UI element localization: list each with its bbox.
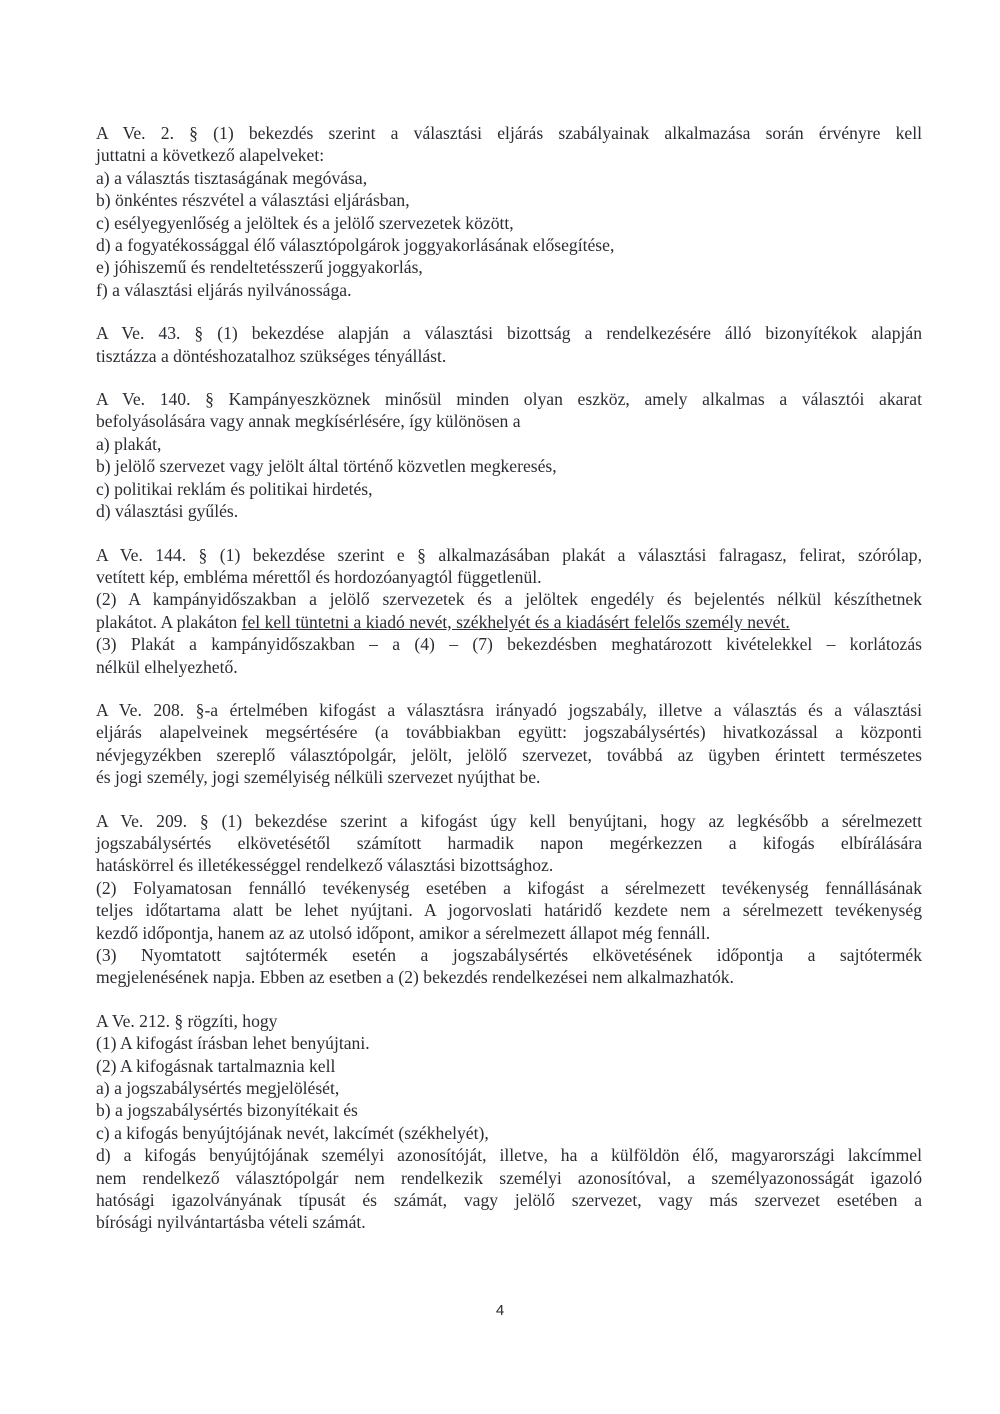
text-line: névjegyzékben szereplő választópolgár, jelölt, jelölő szervezet, továbbá az ügyben érintett természetes	[96, 744, 922, 765]
text-line: teljes időtartama alatt be lehet nyújtani. A jogorvoslati határidő kezdete nem a sérelmezett tevékenység	[96, 900, 922, 921]
list-item: d) a fogyatékossággal élő választópolgárok joggyakorlásának elősegítése,	[96, 235, 615, 256]
text-line: megjelenésének napja. Ebben az esetben a (2) bekezdés rendelkezései nem alkalmazhatók.	[96, 967, 734, 988]
section-ve-43	[96, 322, 922, 367]
list-item: c) a kifogás benyújtójának nevét, lakcímét (székhelyét),	[96, 1122, 489, 1143]
text-line: A Ve. 144. § (1) bekezdése szerint e § alkalmazásában plakát a választási falragasz, felirat, szórólap,	[96, 544, 922, 565]
list-item: f) a választási eljárás nyilvánossága.	[96, 279, 352, 300]
list-item: a) plakát,	[96, 433, 162, 454]
text-line: eljárás alapelveinek megsértésére (a továbbiakban együtt: jogszabálysértés) hivatkozással a központi	[96, 722, 922, 743]
text-line	[96, 611, 922, 633]
list-item: d) választási gyűlés.	[96, 501, 239, 522]
text-line: és jogi személy, jogi személyiség nélküli szervezet nyújthat be.	[96, 767, 541, 788]
list-item: b) jelölő szervezet vagy jelölt által történő közvetlen megkeresés,	[96, 456, 557, 477]
section-ve-208	[96, 699, 922, 789]
list-item: a) a jogszabálysértés megjelölését,	[96, 1078, 340, 1099]
page-number: 4	[495, 1302, 505, 1319]
text-line: (2) A kampányidőszakban a jelölő szervezetek és a jelöltek engedély és bejelentés nélkül készíthetnek	[96, 589, 922, 610]
text-line: befolyásolására vagy annak megkísérlésére, így különösen a	[96, 411, 521, 432]
text-line: nem rendelkező választópolgár nem rendelkezik személyi azonosítóval, a személyazonosságát igazoló	[96, 1167, 922, 1188]
text-line: juttatni a következő alapelveket:	[96, 145, 325, 166]
text-line: jogszabálysértés elkövetésétől számított harmadik napon megérkezzen a kifogás elbírálására	[96, 832, 922, 853]
text-line: vetített kép, embléma mérettől és hordozóanyagtól függetlenül.	[96, 566, 542, 587]
text-line: (3) Nyomtatott sajtótermék esetén a jogszabálysértés elkövetésének időpontja a sajtótermék	[96, 945, 922, 965]
list-item: b) a jogszabálysértés bizonyítékait és	[96, 1100, 358, 1121]
text-line: kezdő időpontja, hanem az az utolsó időpont, amikor a sérelmezett állapot még fennáll.	[96, 922, 711, 943]
list-item: d) a kifogás benyújtójának személyi azonosítóját, illetve, ha a külföldön élő, magyarországi lakcímmel	[96, 1145, 922, 1166]
text-line: tisztázza a döntéshozatalhoz szükséges tényállást.	[96, 345, 447, 366]
text-line: (3) Plakát a kampányidőszakban – a (4) – (7) bekezdésben meghatározott kivételekkel – korlátozás	[96, 634, 922, 655]
section-ve-2	[96, 122, 922, 301]
text-line: (2) Folyamatosan fennálló tevékenység esetében a kifogást a sérelmezett tevékenység fennállásának	[96, 877, 922, 898]
text-line: A Ve. 43. § (1) bekezdése alapján a választási bizottság a rendelkezésére álló bizonyítékok alapján	[96, 323, 922, 344]
text-line: A Ve. 2. § (1) bekezdés szerint a választási eljárás szabályainak alkalmazása során érvényre kell	[96, 123, 922, 143]
text-line: (1) A kifogást írásban lehet benyújtani.	[96, 1033, 370, 1054]
text-line: A Ve. 209. § (1) bekezdése szerint a kifogást úgy kell benyújtani, hogy az legkésőbb a sérelmezett	[96, 810, 922, 831]
text-line: A Ve. 208. §-a értelmében kifogást a választásra irányadó jogszabály, illetve a választás és a választási	[96, 699, 922, 720]
list-item: c) politikai reklám és politikai hirdetés,	[96, 478, 373, 499]
text-line: (2) A kifogásnak tartalmaznia kell	[96, 1055, 336, 1076]
document-page	[96, 122, 922, 1255]
text-line: hatósági igazolványának típusát és számát, vagy jelölő szervezet, vagy más szervezet esetében a	[96, 1190, 922, 1211]
list-item: a) a választás tisztaságának megóvása,	[96, 167, 368, 188]
text-fragment: plakátot. A plakáton	[96, 611, 242, 632]
text-line: bírósági nyilvántartásba vételi számát.	[96, 1212, 366, 1233]
underlined-text: fel kell tüntetni a kiadó nevét, székhelyét és a kiadásért felelős személy nevét.	[241, 611, 790, 632]
text-line: hatáskörrel és illetékességgel rendelkező választási bizottsághoz.	[96, 855, 554, 876]
text-line: nélkül elhelyezhető.	[96, 656, 238, 677]
section-ve-140	[96, 388, 922, 522]
list-item: e) jóhiszemű és rendeltetésszerű joggyakorlás,	[96, 257, 423, 278]
section-ve-144	[96, 544, 922, 678]
list-item: b) önkéntes részvétel a választási eljárásban,	[96, 190, 410, 211]
text-line: A Ve. 140. § Kampányeszköznek minősül minden olyan eszköz, amely alkalmas a választói akarat	[96, 389, 922, 410]
text-line: A Ve. 212. § rögzíti, hogy	[96, 1010, 278, 1031]
list-item: c) esélyegyenlőség a jelöltek és a jelölő szervezetek között,	[96, 212, 514, 233]
section-ve-212	[96, 1010, 922, 1234]
section-ve-209	[96, 810, 922, 989]
